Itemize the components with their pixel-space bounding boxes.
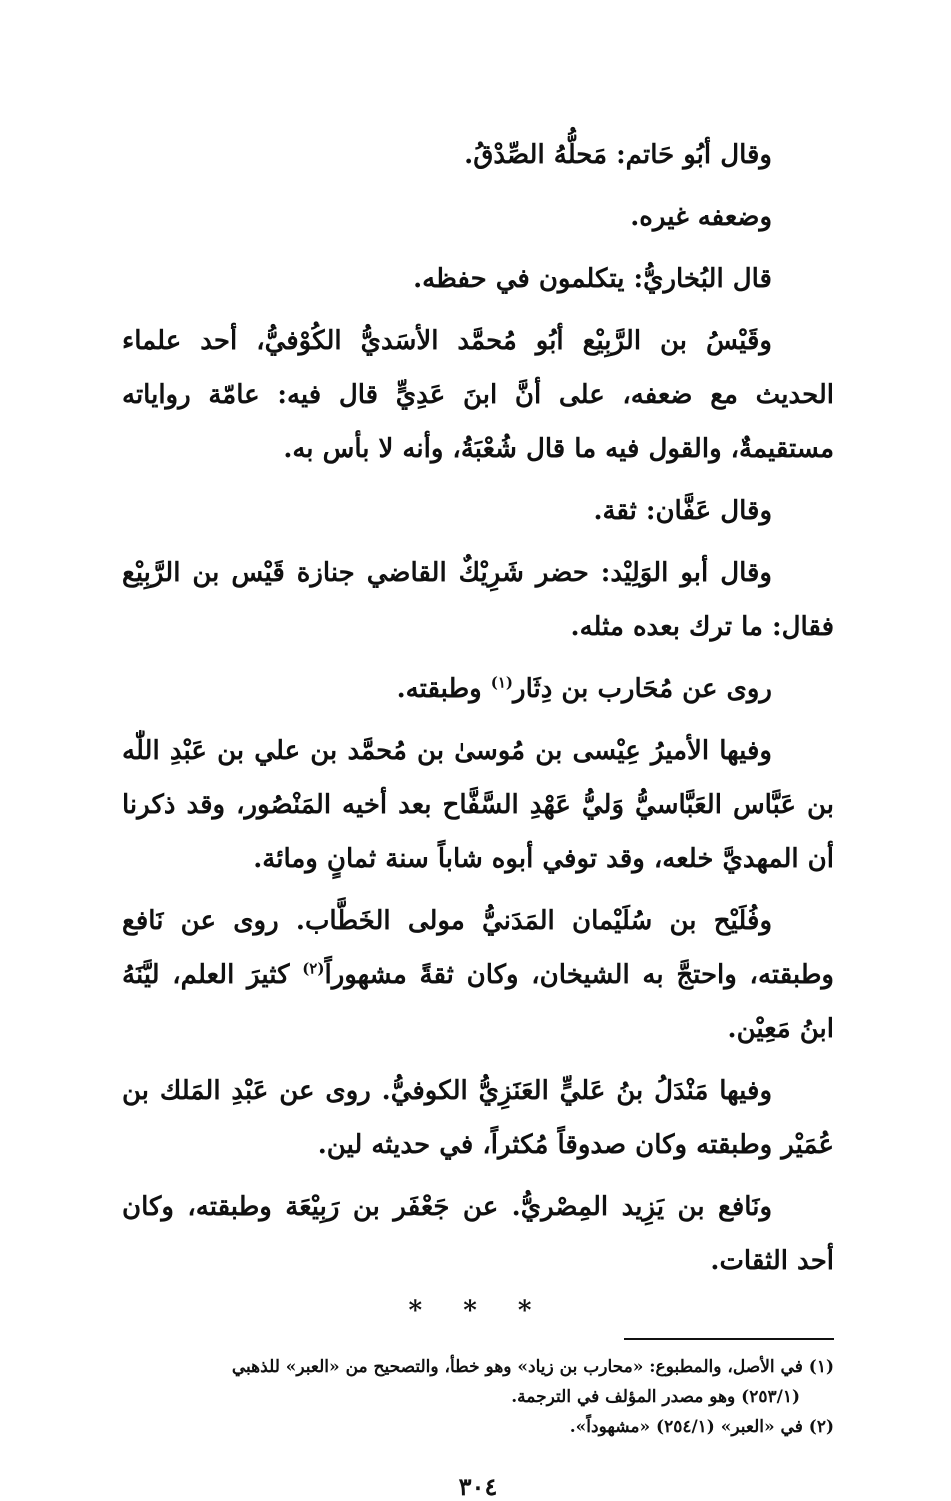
- footnote-1-continuation: (٢٥٣/١) وهو مصدر المؤلف في الترجمة.: [511, 1387, 800, 1407]
- paragraph-narrated-from-muharib: [122, 662, 834, 716]
- paragraph-abu-al-walid: وقال أبو الوَلِيْد: حضر شَرِيْكٌ القاضي جنازة قَيْس بن الرَّبِيْع فقال: ما ترك بعده مثله.: [122, 558, 834, 642]
- section-separator-stars: * * *: [408, 1296, 548, 1326]
- footnote-divider: [624, 1338, 834, 1340]
- footnote-1: (١) في الأصل، والمطبوع: «محارب بن زياد» وهو خطأ، والتصحيح من «العبر» للذهبي: [231, 1357, 834, 1377]
- paragraph-text: كثيرَ العلم، ليَّنَهُ ابنُ مَعِيْن.: [122, 960, 834, 1044]
- paragraph-text: وفُلَيْح بن سُلَيْمان المَدَنيُّ مولى الخَطَّاب. روى عن نَافع وطبقته، واحتجَّ به الشيخان، وكان ثقةً مشهوراً: [122, 906, 834, 990]
- book-page: [122, 128, 834, 1501]
- footnote-reference-1: (١): [490, 673, 514, 692]
- paragraph-weakened: وضعفه غيره.: [630, 202, 772, 232]
- paragraph-text: روى عن مُحَارب بن دِثَار: [513, 674, 772, 704]
- paragraph-abu-hatim: وقال أبُو حَاتم: مَحلُّهُ الصِّدْقُ.: [464, 140, 772, 170]
- paragraph-nafi-ibn-yazid: ونَافع بن يَزِيد المِصْريُّ. عن جَعْفَر بن رَبِيْعَة وطبقته، وكان أحد الثقات.: [122, 1192, 834, 1276]
- paragraph-fulayh-ibn-sulayman: [122, 894, 834, 1056]
- footnote-2: (٢) في «العبر» (٢٥٤/١) «مشهوداً».: [569, 1417, 834, 1437]
- page-number: ٣٠٤: [458, 1472, 498, 1501]
- paragraph-bukhari: قال البُخاريُّ: يتكلمون في حفظه.: [413, 264, 772, 294]
- paragraph-mandal-ibn-ali: وفيها مَنْدَلُ بنُ عَليٍّ العَنَزِيُّ الكوفيُّ. روى عن عَبْدِ المَلك بن عُمَيْر وطبقته وكان صدوقاً مُكثراً، في حديثه لين.: [122, 1076, 834, 1160]
- paragraph-isa-ibn-musa: وفيها الأميرُ عِيْسى بن مُوسىٰ بن مُحمَّد بن علي بن عَبْدِ اللّٰه بن عَبَّاس العَبَّاسيُّ وَليُّ عَهْدِ السَّفَّاح بعد أخيه المَنْصُور، وقد ذكرنا أن المهديَّ خلعه، وقد توفي أبوه شاباً سنة ثمانٍ ومائة.: [122, 736, 834, 874]
- paragraph-text: وطبقته.: [396, 674, 491, 704]
- paragraph-affan: وقال عَفَّان: ثقة.: [593, 496, 772, 526]
- footnote-reference-2: (٢): [302, 959, 325, 978]
- paragraph-qays-ibn-al-rabi: وقَيْسُ بن الرَّبِيْع أبُو مُحمَّد الأسَديُّ الكُوْفيُّ، أحد علماء الحديث مع ضعفه، على أنَّ ابنَ عَدِيٍّ قال فيه: عامّة رواياته مستقيمةٌ، والقول فيه ما قال شُعْبَةُ، وأنه لا بأس به.: [122, 326, 835, 464]
